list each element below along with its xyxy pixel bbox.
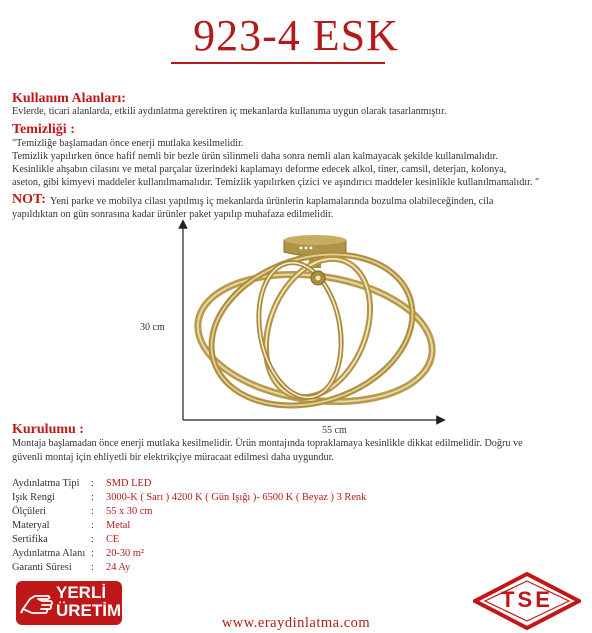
spec-key: Materyal <box>12 520 50 531</box>
note-line: yapıldıktan on gün sonrasına kadar ürünler paket yapılıp muhafaza edilmelidir. <box>12 209 334 220</box>
spec-key: Aydınlatma Tipi <box>12 478 80 489</box>
spec-value: Metal <box>106 520 131 531</box>
badge-line1: YERLİ <box>56 583 107 602</box>
cleaning-line: aseton, gibi kimyevi maddeler kullanılmamalıdır. Temizlik yapılırken çizici ve aşındırıcı maddeler kesinlikle kullanılmamalıdır. " <box>12 177 540 188</box>
spec-value: SMD LED <box>106 478 152 489</box>
spec-separator: : <box>91 520 94 531</box>
spec-separator: : <box>91 478 94 489</box>
badge-line2: ÜRETİM <box>56 601 122 620</box>
spec-key: Ölçüleri <box>12 506 47 517</box>
spec-value: 20-30 m² <box>106 548 145 559</box>
usage-heading: Kullanım Alanları: <box>12 91 126 106</box>
spec-key: Sertifika <box>12 534 48 545</box>
tse-logo <box>473 572 581 630</box>
spec-separator: : <box>91 492 94 503</box>
spec-key: Işık Rengi <box>12 492 56 503</box>
installation-line: Montaja başlamadan önce enerji mutlaka kesilmelidir. Ürün montajında topraklamaya kesinlikle dikkat edilmelidir. Doğru ve <box>12 438 523 449</box>
cleaning-line: Temizlik yapılırken önce hafif nemli bir bezle ürün silinmeli daha sonra nemli alan kalmayacak şekilde kullanılmalıdır. <box>12 151 498 162</box>
spec-key: Aydınlatma Alanı <box>12 548 86 559</box>
width-label: 55 cm <box>322 425 347 436</box>
spec-separator: : <box>91 506 94 517</box>
product-title: 923-4 ESK <box>193 11 399 60</box>
note-label: NOT: <box>12 192 46 207</box>
spec-value: 24 Ay <box>106 562 131 573</box>
spec-separator: : <box>91 534 94 545</box>
spec-value: CE <box>106 534 120 545</box>
spec-value: 55 x 30 cm <box>106 506 153 517</box>
cleaning-line: "Temizliğe başlamadan önce enerji mutlaka kesilmelidir. <box>12 138 244 149</box>
installation-line: güvenli montaj için ehliyetli bir elektrikçiye müracaat edilmesi daha uygundur. <box>12 452 334 463</box>
spec-separator: : <box>91 562 94 573</box>
spec-value: 3000-K ( Sarı ) 4200 K ( Gün Işığı )- 6500 K ( Beyaz ) 3 Renk <box>106 492 367 503</box>
installation-heading: Kurulumu : <box>12 422 84 437</box>
tse-text: TSE <box>501 587 553 612</box>
website-url: www.eraydinlatma.com <box>221 615 371 631</box>
usage-text: Evlerde, ticari alanlarda, etkili aydınlatma gerektiren iç mekanlarda kullanıma uygun olarak tasarlanmıştır. <box>12 106 447 117</box>
spec-key: Garanti Süresi <box>12 562 72 573</box>
height-label: 30 cm <box>140 322 165 333</box>
cleaning-heading: Temizliği : <box>12 122 75 137</box>
note-line: Yeni parke ve mobilya cilası yapılmış iç mekanlarda ürünlerin kaplamalarında bozulma olabileceğinden, cila <box>50 196 494 207</box>
cleaning-line: Kesinlikle ahşabın cilasını ve metal parçalar üzerindeki kaplamayı deforme edecek alkol, tiner, camsil, deterjan, kolonya, <box>12 164 507 175</box>
spec-separator: : <box>91 548 94 559</box>
